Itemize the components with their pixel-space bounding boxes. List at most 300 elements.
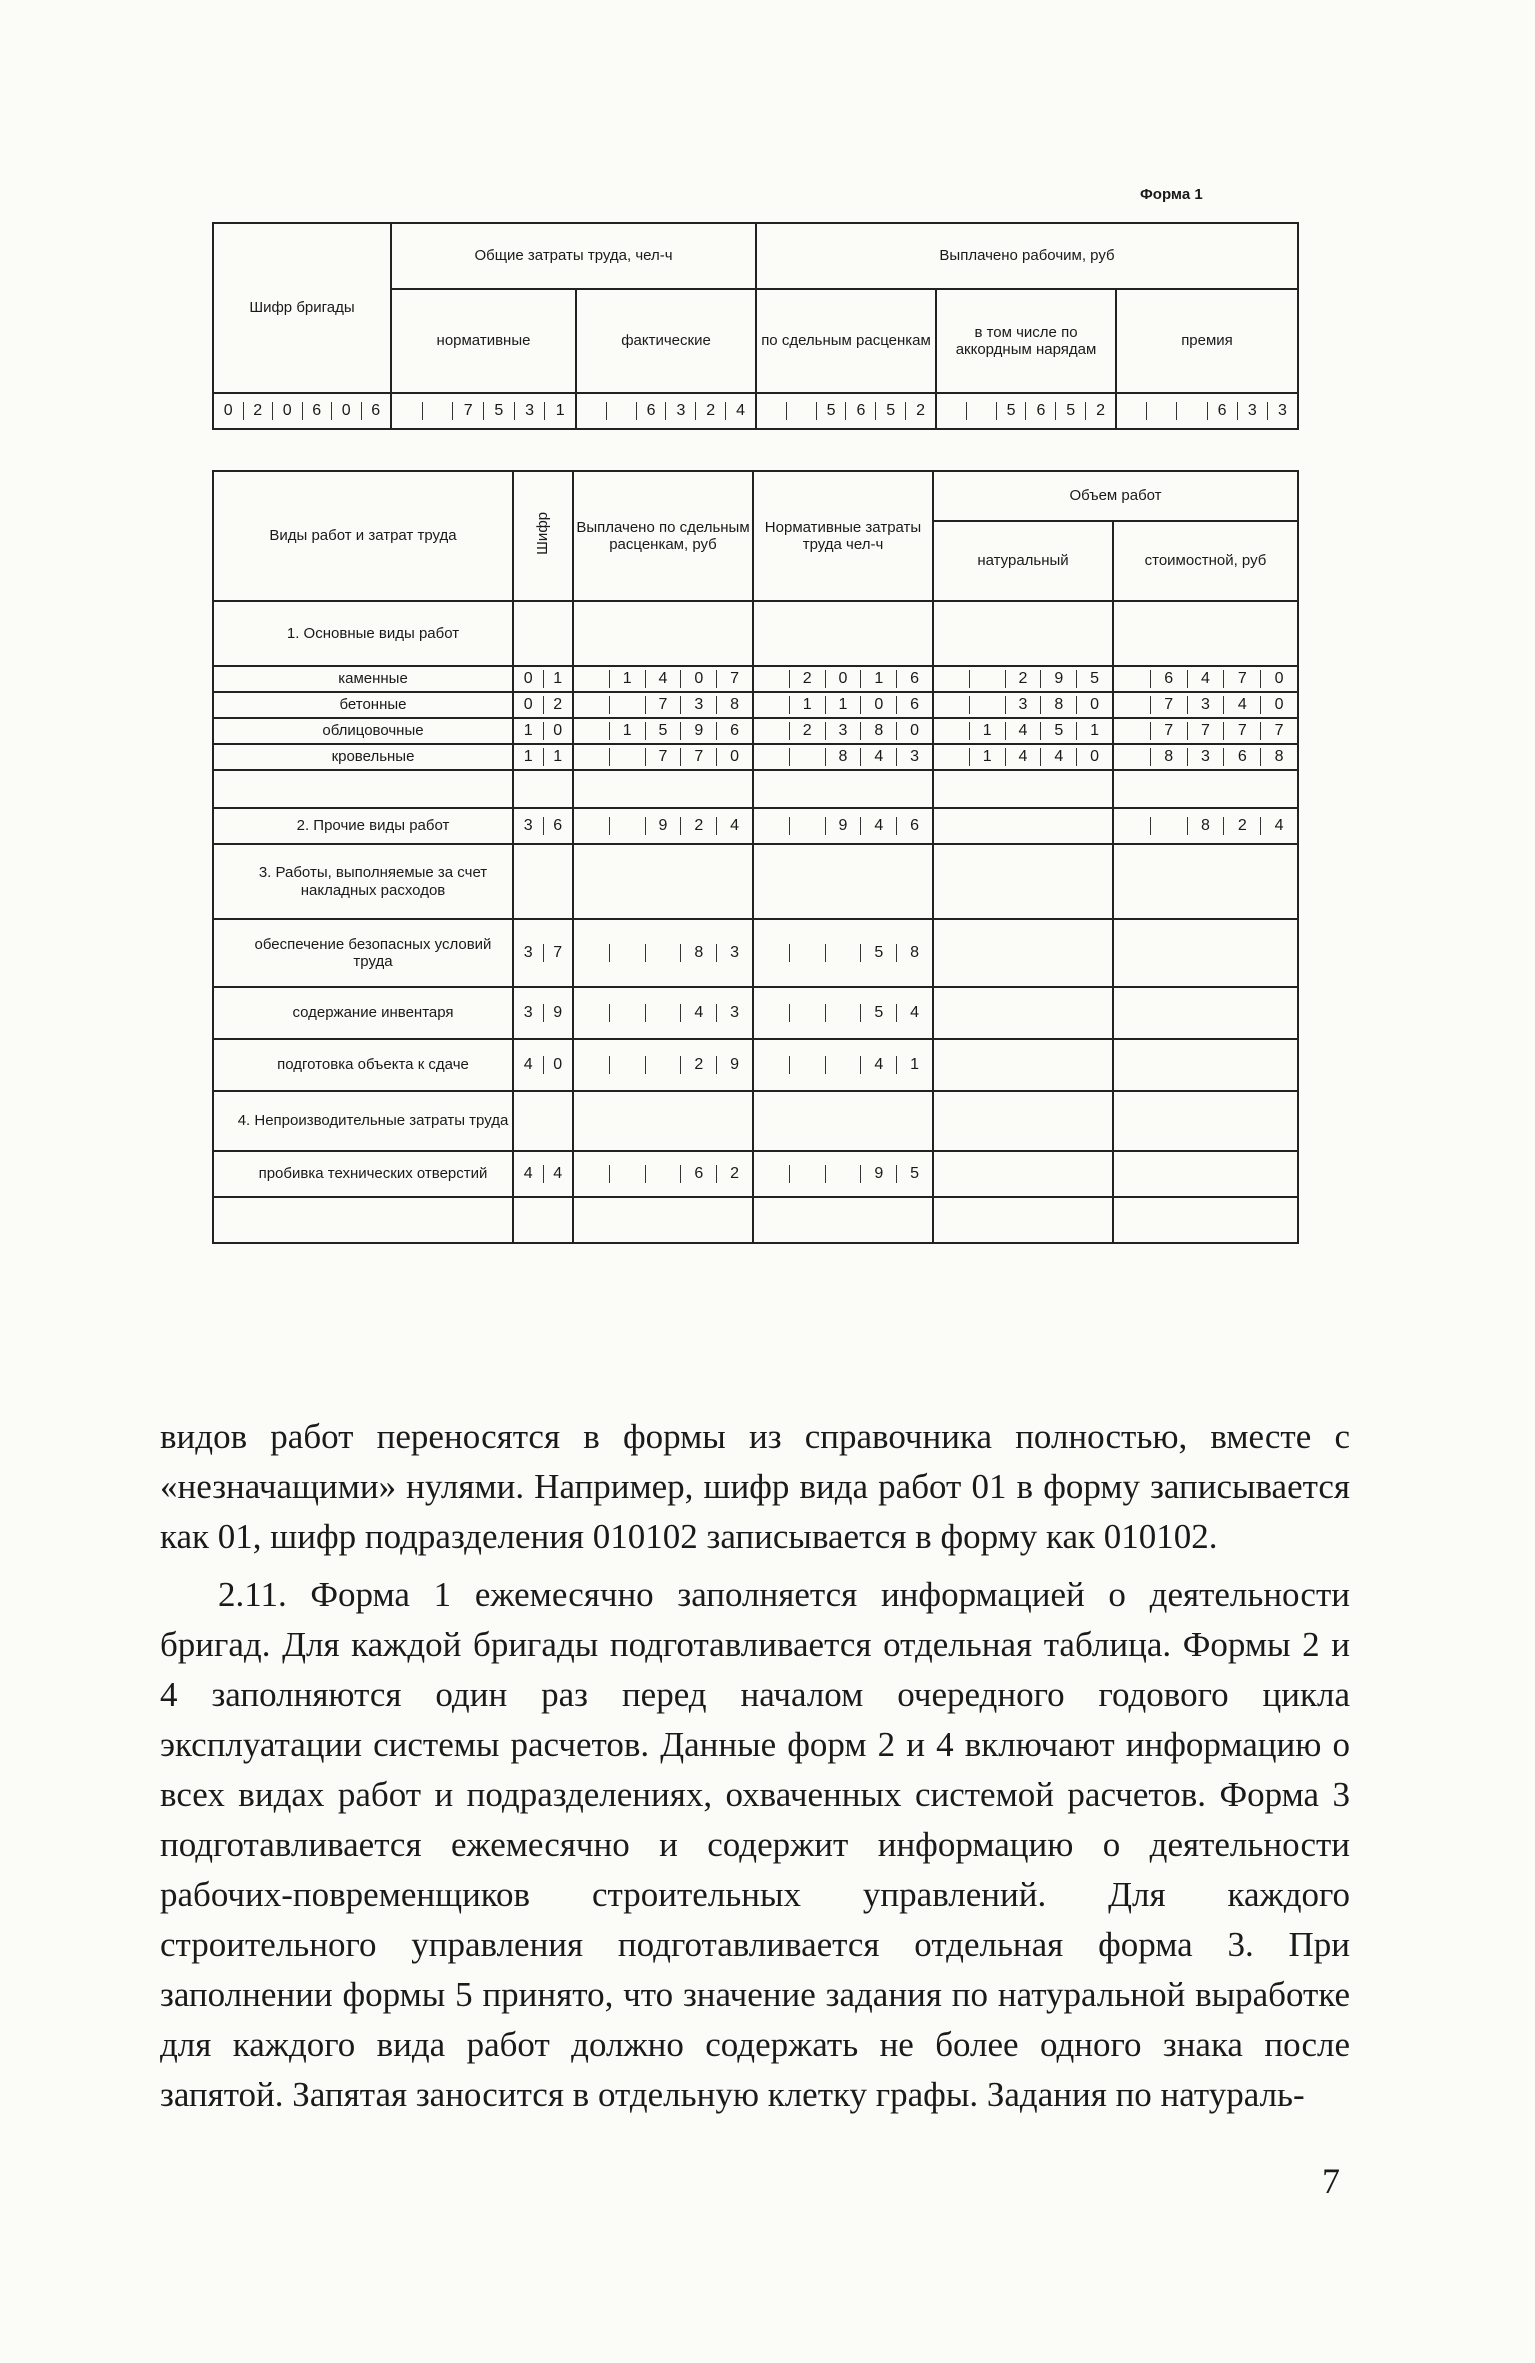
code-header-text: Шифр <box>534 512 552 556</box>
norm-cell <box>753 1197 933 1243</box>
table-row <box>213 1151 1298 1197</box>
digit-cell: 1 <box>861 670 897 688</box>
table-row <box>213 666 1298 692</box>
norm-cell <box>753 770 933 808</box>
digit-cell: 5 <box>997 402 1027 420</box>
table-row <box>213 770 1298 808</box>
digit-cell: 7 <box>1224 722 1261 740</box>
empty-cell <box>933 1151 1113 1197</box>
digit-cell: 3 <box>1006 696 1042 714</box>
digit-cell: 4 <box>861 748 897 766</box>
code-cell <box>513 1151 573 1197</box>
digit-cell: 9 <box>826 817 862 835</box>
digit-cell: 1 <box>1090 721 1100 739</box>
work-types-header: Виды работ и затрат труда <box>213 471 513 601</box>
digit-cell <box>423 402 454 420</box>
digit-cell: 5 <box>861 944 897 962</box>
cost-cell <box>1113 692 1298 718</box>
norm-cell <box>753 666 933 692</box>
digit-cell <box>754 670 790 688</box>
digit-cell: 7 <box>1274 721 1284 739</box>
normative-header: нормативные <box>391 289 576 393</box>
digit-cell <box>610 944 646 962</box>
digit-cell <box>826 1056 862 1074</box>
digit-cell: 4 <box>861 817 897 835</box>
digit-cell <box>934 696 970 714</box>
digit-cell: 4 <box>910 1003 920 1021</box>
table-row <box>213 1197 1298 1243</box>
norm-cell <box>753 987 933 1039</box>
digit-cell <box>574 670 610 688</box>
digit-cell: 5 <box>1056 402 1086 420</box>
digit-cell: 1 <box>790 696 826 714</box>
code-cell <box>513 987 573 1039</box>
empty-cell <box>1113 987 1298 1039</box>
row-label: 4. Непроизводительные затраты труда <box>213 1091 513 1151</box>
digit-cell <box>610 748 646 766</box>
bonus-header: премия <box>1116 289 1298 393</box>
digit-cell <box>787 402 817 420</box>
digit-cell: 0 <box>214 402 244 420</box>
digit-cell <box>937 402 967 420</box>
code-cell <box>513 919 573 987</box>
digit-cell: 9 <box>730 1055 740 1073</box>
digit-cell <box>757 402 787 420</box>
paid-cell <box>573 718 753 744</box>
row-label: 2. Прочие виды работ <box>213 808 513 844</box>
empty-cell <box>1113 1091 1298 1151</box>
cost-cell <box>1113 666 1298 692</box>
digit-cell: 8 <box>861 722 897 740</box>
norm-cell <box>753 744 933 770</box>
table-row <box>213 844 1298 919</box>
digit-cell <box>1177 402 1207 420</box>
digit-cell: 0 <box>332 402 362 420</box>
digit-cell: 5 <box>1090 669 1100 687</box>
digit-cell: 6 <box>1151 670 1188 688</box>
table-row <box>213 744 1298 770</box>
empty-cell <box>933 1091 1113 1151</box>
digit-cell <box>790 944 826 962</box>
empty-cell <box>573 844 753 919</box>
digit-cell: 4 <box>1274 816 1284 834</box>
empty-cell <box>1113 1039 1298 1091</box>
brigade-code-header: Шифр бригады <box>213 223 391 393</box>
digit-cell: 2 <box>916 401 925 419</box>
digit-cell <box>574 748 610 766</box>
paid-cell <box>573 987 753 1039</box>
digit-cell: 2 <box>790 670 826 688</box>
digit-cell: 8 <box>1041 696 1077 714</box>
digit-cell <box>610 1056 646 1074</box>
natural-cell <box>933 666 1113 692</box>
piece-rates-header: по сдельным расценкам <box>756 289 936 393</box>
normative-value <box>391 393 576 429</box>
empty-cell <box>1113 1197 1298 1243</box>
row-label: подготовка объекта к сдаче <box>213 1039 513 1091</box>
digit-cell: 9 <box>681 722 717 740</box>
digit-cell: 6 <box>1026 402 1056 420</box>
digit-cell <box>790 1056 826 1074</box>
digit-cell <box>574 1165 610 1183</box>
code-cell <box>513 1039 573 1091</box>
paid-cell <box>573 1197 753 1243</box>
paid-workers-header: Выплачено рабочим, руб <box>756 223 1298 289</box>
digit-cell <box>1114 670 1151 688</box>
digit-cell: 4 <box>646 670 682 688</box>
code-cell <box>513 718 573 744</box>
digit-cell <box>646 1004 682 1022</box>
body-text <box>160 1412 1350 2120</box>
natural-cell <box>933 770 1113 808</box>
digit-cell: 0 <box>1090 747 1100 765</box>
digit-cell: 1 <box>553 747 563 765</box>
digit-cell: 6 <box>846 402 876 420</box>
natural-cell <box>933 692 1113 718</box>
chord-header: в том числе по аккордным нарядам <box>936 289 1116 393</box>
digit-cell: 3 <box>515 402 546 420</box>
digit-cell: 3 <box>910 747 920 765</box>
digit-cell: 2 <box>681 817 717 835</box>
digit-cell: 4 <box>514 1165 544 1183</box>
digit-cell <box>790 748 826 766</box>
digit-cell: 6 <box>730 721 740 739</box>
digit-cell <box>1117 402 1147 420</box>
digit-cell: 3 <box>1277 401 1287 419</box>
digit-cell: 4 <box>861 1056 897 1074</box>
code-cell <box>513 666 573 692</box>
digit-cell <box>392 402 423 420</box>
digit-cell <box>967 402 997 420</box>
digit-cell: 1 <box>514 722 544 740</box>
digit-cell: 3 <box>1238 402 1268 420</box>
digit-cell: 5 <box>484 402 515 420</box>
code-header <box>513 471 573 601</box>
digit-cell: 3 <box>730 1003 740 1021</box>
table-row <box>213 692 1298 718</box>
digit-cell: 3 <box>730 943 740 961</box>
digit-cell: 3 <box>826 722 862 740</box>
work-volume-header: Объем работ <box>933 471 1298 521</box>
digit-cell: 3 <box>514 944 544 962</box>
normative-labor-header: Нормативные затраты труда чел-ч <box>753 471 933 601</box>
digit-cell: 1 <box>970 722 1006 740</box>
code-cell <box>513 692 573 718</box>
digit-cell: 0 <box>1090 695 1100 713</box>
norm-cell <box>753 808 933 844</box>
digit-cell: 6 <box>910 816 920 834</box>
digit-cell <box>754 696 790 714</box>
table-row <box>213 718 1298 744</box>
digit-cell: 4 <box>1006 722 1042 740</box>
digit-cell: 4 <box>553 1164 563 1182</box>
natural-cell <box>933 744 1113 770</box>
digit-cell <box>574 1056 610 1074</box>
digit-cell: 3 <box>514 1004 544 1022</box>
brigade-code-value <box>213 393 391 429</box>
digit-cell: 7 <box>1224 670 1261 688</box>
empty-cell <box>1113 919 1298 987</box>
work-types-table <box>212 470 1299 1244</box>
digit-cell: 0 <box>826 670 862 688</box>
table-row <box>213 1039 1298 1091</box>
norm-cell <box>753 692 933 718</box>
digit-cell: 1 <box>826 696 862 714</box>
digit-cell: 7 <box>1151 696 1188 714</box>
empty-cell <box>573 1091 753 1151</box>
digit-cell: 6 <box>637 402 667 420</box>
page-number: 7 <box>1322 2161 1340 2201</box>
digit-cell: 1 <box>555 401 565 419</box>
digit-cell <box>970 670 1006 688</box>
digit-cell: 3 <box>1188 748 1225 766</box>
digit-cell: 7 <box>646 748 682 766</box>
digit-cell <box>754 944 790 962</box>
digit-cell <box>646 1056 682 1074</box>
row-label: кровельные <box>213 744 513 770</box>
digit-cell: 0 <box>553 1055 563 1073</box>
digit-cell: 4 <box>1041 748 1077 766</box>
code-cell <box>513 808 573 844</box>
cost-cell <box>1113 770 1298 808</box>
empty-cell <box>933 987 1113 1039</box>
digit-cell: 7 <box>681 748 717 766</box>
natural-header: натуральный <box>933 521 1113 601</box>
digit-cell <box>646 1165 682 1183</box>
cost-cell <box>1113 718 1298 744</box>
digit-cell: 9 <box>646 817 682 835</box>
table-row <box>213 1091 1298 1151</box>
digit-cell: 0 <box>861 696 897 714</box>
digit-cell <box>574 696 610 714</box>
digit-cell <box>577 402 607 420</box>
digit-cell: 0 <box>514 696 544 714</box>
digit-cell <box>646 944 682 962</box>
digit-cell: 2 <box>1096 401 1105 419</box>
paid-cell <box>573 692 753 718</box>
digit-cell: 7 <box>553 943 563 961</box>
empty-cell <box>933 919 1113 987</box>
digit-cell: 4 <box>730 816 740 834</box>
cost-header: стоимостной, руб <box>1113 521 1298 601</box>
digit-cell: 4 <box>1224 696 1261 714</box>
code-cell <box>513 744 573 770</box>
digit-cell: 5 <box>861 1004 897 1022</box>
row-label: 3. Работы, выполняемые за счет накладных расходов <box>213 844 513 919</box>
digit-cell: 1 <box>553 669 563 687</box>
digit-cell: 8 <box>1188 817 1225 835</box>
digit-cell: 6 <box>1224 748 1261 766</box>
digit-cell <box>790 1165 826 1183</box>
empty-cell <box>753 844 933 919</box>
chord-value <box>936 393 1116 429</box>
digit-cell <box>607 402 637 420</box>
digit-cell <box>826 944 862 962</box>
digit-cell: 5 <box>910 1164 920 1182</box>
paid-cell <box>573 666 753 692</box>
code-cell <box>513 770 573 808</box>
digit-cell: 5 <box>876 402 906 420</box>
digit-cell <box>574 944 610 962</box>
paid-cell <box>573 1151 753 1197</box>
digit-cell <box>934 722 970 740</box>
digit-cell: 8 <box>681 944 717 962</box>
digit-cell <box>754 722 790 740</box>
digit-cell: 6 <box>681 1165 717 1183</box>
digit-cell: 5 <box>1041 722 1077 740</box>
digit-cell: 8 <box>1151 748 1188 766</box>
empty-cell <box>1113 601 1298 666</box>
paid-cell <box>573 744 753 770</box>
digit-cell: 7 <box>646 696 682 714</box>
digit-cell: 6 <box>910 695 920 713</box>
digit-cell: 6 <box>910 669 920 687</box>
piece-rates-value <box>756 393 936 429</box>
digit-cell: 3 <box>681 696 717 714</box>
digit-cell <box>934 670 970 688</box>
row-label: содержание инвентаря <box>213 987 513 1039</box>
row-label: бетонные <box>213 692 513 718</box>
digit-cell: 6 <box>1208 402 1238 420</box>
digit-cell: 3 <box>514 817 544 835</box>
paid-cell <box>573 808 753 844</box>
digit-cell <box>754 1056 790 1074</box>
norm-cell <box>753 1151 933 1197</box>
empty-cell <box>513 844 573 919</box>
digit-cell: 7 <box>730 669 740 687</box>
row-label <box>213 770 513 808</box>
digit-cell: 4 <box>736 401 745 419</box>
digit-cell: 8 <box>1274 747 1284 765</box>
cost-cell <box>1113 744 1298 770</box>
digit-cell: 2 <box>696 402 726 420</box>
digit-cell: 5 <box>817 402 847 420</box>
digit-cell <box>970 696 1006 714</box>
digit-cell <box>1151 817 1188 835</box>
digit-cell: 2 <box>790 722 826 740</box>
natural-cell <box>933 808 1113 844</box>
paragraph-1: видов работ переносятся в формы из справочника полностью, вместе с «незначащими» нулями. Например, шифр вида работ 01 в форму записывается как 01, шифр подразделения 010102 записывается в форму как 010102. <box>160 1417 1350 1556</box>
brigade-summary-table <box>212 222 1299 430</box>
digit-cell: 4 <box>1006 748 1042 766</box>
digit-cell: 8 <box>826 748 862 766</box>
digit-cell: 2 <box>553 695 563 713</box>
digit-cell: 1 <box>514 748 544 766</box>
digit-cell: 2 <box>1224 817 1261 835</box>
digit-cell: 0 <box>1274 695 1284 713</box>
digit-cell: 1 <box>970 748 1006 766</box>
digit-cell <box>1114 817 1151 835</box>
bonus-value <box>1116 393 1298 429</box>
digit-cell: 7 <box>1188 722 1225 740</box>
digit-cell <box>1114 722 1151 740</box>
row-label: 1. Основные виды работ <box>213 601 513 666</box>
digit-cell: 1 <box>610 670 646 688</box>
digit-cell: 0 <box>273 402 303 420</box>
digit-cell <box>754 1004 790 1022</box>
actual-value <box>576 393 756 429</box>
digit-cell <box>754 1165 790 1183</box>
digit-cell: 4 <box>681 1004 717 1022</box>
paid-cell <box>573 919 753 987</box>
empty-cell <box>513 1091 573 1151</box>
digit-cell <box>574 817 610 835</box>
table-row <box>213 919 1298 987</box>
digit-cell: 0 <box>553 721 563 739</box>
row-label: каменные <box>213 666 513 692</box>
norm-cell <box>753 1039 933 1091</box>
digit-cell <box>754 748 790 766</box>
digit-cell: 7 <box>1151 722 1188 740</box>
digit-cell: 6 <box>371 401 381 419</box>
digit-cell: 0 <box>730 747 740 765</box>
digit-cell: 2 <box>730 1164 740 1182</box>
empty-cell <box>1113 1151 1298 1197</box>
empty-cell <box>933 1039 1113 1091</box>
row-label <box>213 1197 513 1243</box>
total-labor-header: Общие затраты труда, чел-ч <box>391 223 756 289</box>
digit-cell: 5 <box>646 722 682 740</box>
empty-cell <box>933 844 1113 919</box>
empty-cell <box>933 601 1113 666</box>
digit-cell: 3 <box>1188 696 1225 714</box>
digit-cell <box>826 1165 862 1183</box>
cost-cell <box>1113 808 1298 844</box>
digit-cell: 8 <box>730 695 740 713</box>
digit-cell: 6 <box>303 402 333 420</box>
paid-cell <box>573 770 753 808</box>
digit-cell: 9 <box>1041 670 1077 688</box>
digit-cell: 0 <box>910 721 920 739</box>
empty-cell <box>1113 844 1298 919</box>
paragraph-2: 2.11. Форма 1 ежемесячно заполняется информацией о деятельности бригад. Для каждой бригады подготавливается отдельная таблица. Формы 2 и 4 заполняются один раз перед началом очередного годового цикла эксплуатации системы расчетов. Данные форм 2 и 4 включают информацию о всех видах работ и подразделениях, охваченных системой расчетов. Форма 3 подготавливается ежемесячно и содержит информацию о деятельности рабочих-повременщиков строительных управлений. Для каждого строительного управления подготавливается отдельная форма 3. При заполнении формы 5 принято, что значение задания по натуральной выработке для каждого вида работ должно содержать не более одного знака после запятой. Запятая заносится в отдельную клетку графы. Задания по натураль- <box>160 1575 1350 2114</box>
empty-cell <box>753 601 933 666</box>
digit-cell <box>610 817 646 835</box>
norm-cell <box>753 718 933 744</box>
digit-cell <box>790 1004 826 1022</box>
empty-cell <box>933 1197 1113 1243</box>
digit-cell: 6 <box>553 816 563 834</box>
form-label: Форма 1 <box>1140 186 1203 203</box>
digit-cell: 3 <box>666 402 696 420</box>
table-row <box>213 808 1298 844</box>
digit-cell: 2 <box>244 402 274 420</box>
natural-cell <box>933 718 1113 744</box>
row-label: пробивка технических отверстий <box>213 1151 513 1197</box>
digit-cell <box>610 1004 646 1022</box>
digit-cell: 0 <box>681 670 717 688</box>
digit-cell: 9 <box>553 1003 563 1021</box>
digit-cell <box>934 748 970 766</box>
digit-cell: 4 <box>1188 670 1225 688</box>
table-row <box>213 601 1298 666</box>
digit-cell: 1 <box>910 1055 920 1073</box>
digit-cell: 8 <box>910 943 920 961</box>
actual-header: фактические <box>576 289 756 393</box>
empty-cell <box>753 1091 933 1151</box>
row-label: облицовочные <box>213 718 513 744</box>
digit-cell <box>1114 696 1151 714</box>
empty-cell <box>573 601 753 666</box>
digit-cell <box>1114 748 1151 766</box>
paid-piece-header: Выплачено по сдельным расценкам, руб <box>573 471 753 601</box>
digit-cell: 0 <box>514 670 544 688</box>
digit-cell <box>754 817 790 835</box>
paid-cell <box>573 1039 753 1091</box>
digit-cell <box>574 1004 610 1022</box>
digit-cell <box>574 722 610 740</box>
digit-cell: 2 <box>1006 670 1042 688</box>
